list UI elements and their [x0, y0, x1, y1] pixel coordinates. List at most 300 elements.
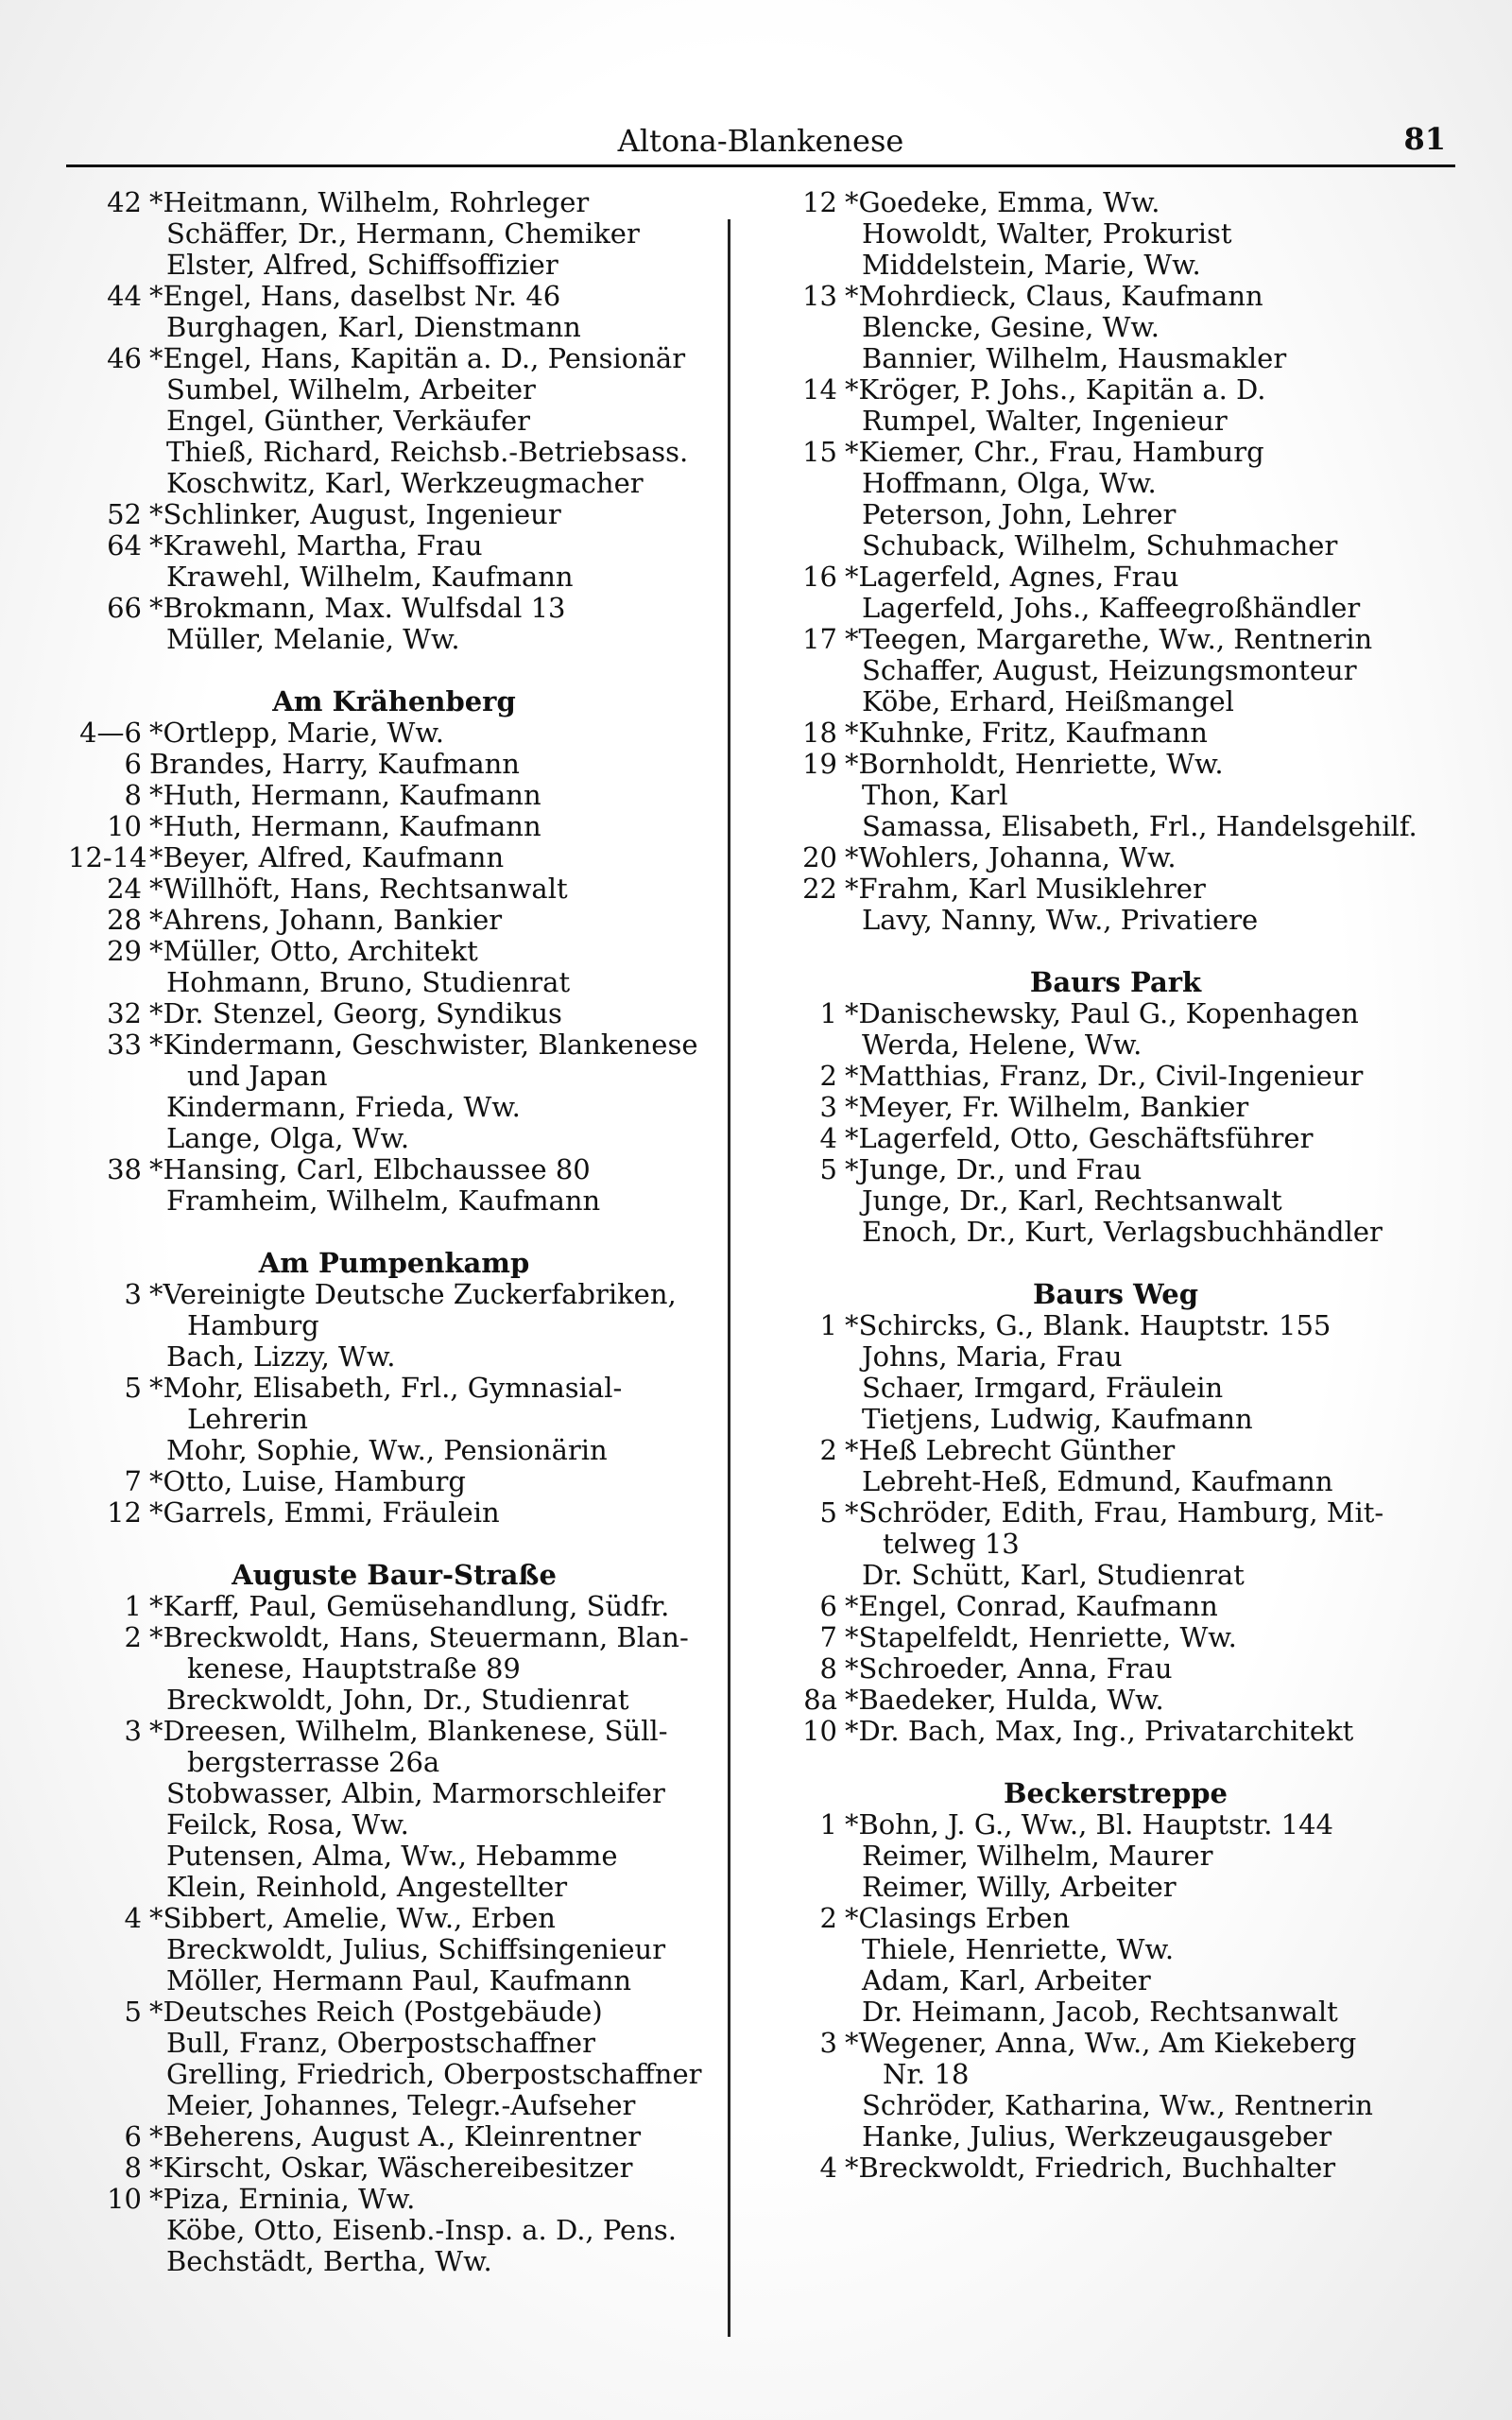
directory-entry [764, 1872, 1468, 1903]
resident-text: Lebreht-Heß, Edmund, Kaufmann [862, 1465, 1333, 1497]
directory-entry [68, 1685, 720, 1716]
resident-text: Tietjens, Ludwig, Kaufmann [862, 1403, 1253, 1435]
resident-text: *Deutsches Reich (Postgebäude) [149, 1996, 603, 2028]
resident-text: Dr. Schütt, Karl, Studienrat [862, 1559, 1245, 1591]
resident-text: *Schröder, Edith, Frau, Hamburg, Mit- [845, 1496, 1384, 1529]
directory-entry [68, 1185, 720, 1217]
house-number: 1 [124, 1590, 142, 1622]
directory-entry [764, 1809, 1468, 1841]
house-number: 1 [819, 1309, 837, 1341]
directory-entry [764, 250, 1468, 281]
directory-entry [68, 1653, 720, 1685]
street-heading: Auguste Baur-Straße [232, 1559, 557, 1591]
house-number: 22 [802, 873, 837, 905]
resident-text: Dr. Heimann, Jacob, Rechtsanwalt [862, 1996, 1338, 2028]
directory-entry [764, 1529, 1468, 1560]
directory-entry [764, 1560, 1468, 1591]
directory-entry [68, 1092, 720, 1123]
house-number: 19 [802, 748, 837, 780]
resident-text: *Kuhnke, Fritz, Kaufmann [845, 717, 1208, 749]
house-number: 3 [124, 1715, 142, 1747]
page-number: 81 [1403, 121, 1446, 157]
resident-text: *Karff, Paul, Gemüsehandlung, Südfr. [149, 1590, 670, 1622]
directory-entry [68, 1404, 720, 1435]
directory-entry [764, 780, 1468, 811]
resident-text: *Huth, Hermann, Kaufmann [149, 810, 541, 842]
directory-entry [68, 1497, 720, 1529]
directory-entry [764, 2152, 1468, 2184]
directory-entry [68, 1373, 720, 1404]
resident-text: *Dr. Stenzel, Georg, Syndikus [149, 997, 562, 1029]
resident-text: *Breckwoldt, Hans, Steuermann, Blan- [149, 1621, 689, 1653]
directory-entry [764, 1217, 1468, 1248]
resident-text: Mohr, Sophie, Ww., Pensionärin [166, 1434, 608, 1466]
directory-entry [68, 1154, 720, 1185]
directory-entry [68, 873, 720, 905]
resident-text: Enoch, Dr., Kurt, Verlagsbuchhändler [862, 1216, 1383, 1248]
resident-text: *Schroeder, Anna, Frau [845, 1652, 1173, 1685]
directory-entry [764, 562, 1468, 593]
house-number: 5 [124, 1996, 142, 2028]
resident-text: Putensen, Alma, Ww., Hebamme [166, 1840, 618, 1872]
directory-entry [764, 530, 1468, 562]
house-number: 32 [107, 997, 142, 1029]
directory-entry [68, 1747, 720, 1778]
house-number: 10 [107, 810, 142, 842]
resident-text: Breckwoldt, Julius, Schiffsingenieur [166, 1933, 666, 1965]
resident-text: *Engel, Hans, Kapitän a. D., Pensionär [149, 342, 686, 374]
house-number: 7 [819, 1621, 837, 1653]
resident-text: Peterson, John, Lehrer [862, 498, 1177, 530]
resident-text: *Bohn, J. G., Ww., Bl. Hauptstr. 144 [845, 1808, 1334, 1841]
directory-entry [68, 437, 720, 468]
directory-entry [68, 780, 720, 811]
house-number: 24 [107, 873, 142, 905]
resident-text: *Wohlers, Johanna, Ww. [845, 841, 1177, 873]
resident-text: Thiele, Henriette, Ww. [862, 1933, 1175, 1965]
directory-entry [764, 1497, 1468, 1529]
resident-text: Bechstädt, Bertha, Ww. [166, 2245, 492, 2277]
house-number: 52 [107, 498, 142, 530]
resident-text: *Dr. Bach, Max, Ing., Privatarchitekt [845, 1715, 1354, 1747]
house-number: 8 [124, 779, 142, 811]
house-number: 2 [819, 1902, 837, 1934]
directory-entry [764, 749, 1468, 780]
street-heading: Beckerstreppe [1004, 1777, 1228, 1809]
directory-entry [68, 2152, 720, 2184]
resident-text: *Kindermann, Geschwister, Blankenese [149, 1028, 698, 1061]
directory-entry [68, 406, 720, 437]
resident-text: *Matthias, Franz, Dr., Civil-Ingenieur [845, 1060, 1364, 1092]
resident-text: *Frahm, Karl Musiklehrer [845, 873, 1206, 905]
directory-entry [764, 281, 1468, 312]
resident-text: Breckwoldt, John, Dr., Studienrat [166, 1684, 629, 1716]
house-number: 12 [802, 186, 837, 218]
directory-entry [68, 2246, 720, 2277]
directory-entry [764, 655, 1468, 686]
resident-text: *Piza, Erninia, Ww. [149, 2183, 416, 2215]
directory-entry [764, 218, 1468, 250]
resident-text: Köbe, Erhard, Heißmangel [862, 685, 1234, 717]
directory-entry [764, 1341, 1468, 1373]
house-number: 7 [124, 1465, 142, 1497]
resident-text: *Sibbert, Amelie, Ww., Erben [149, 1902, 556, 1934]
directory-entry [68, 1872, 720, 1903]
resident-text: Bull, Franz, Oberpostschaffner [166, 2027, 595, 2059]
house-number: 4 [124, 1902, 142, 1934]
directory-entry [764, 1466, 1468, 1497]
directory-entry [764, 1435, 1468, 1466]
resident-text: Köbe, Otto, Eisenb.-Insp. a. D., Pens. [166, 2214, 677, 2246]
directory-entry [68, 562, 720, 593]
resident-text: *Danischewsky, Paul G., Kopenhagen [845, 997, 1359, 1029]
resident-text: Middelstein, Marie, Ww. [862, 249, 1201, 281]
directory-entry [68, 1903, 720, 1934]
resident-text: Klein, Reinhold, Angestellter [166, 1871, 568, 1903]
directory-entry [68, 749, 720, 780]
resident-text: *Mohr, Elisabeth, Frl., Gymnasial- [149, 1372, 623, 1404]
resident-text: *Ortlepp, Marie, Ww. [149, 717, 444, 749]
directory-entry [68, 312, 720, 343]
directory-entry [68, 936, 720, 967]
directory-entry [68, 1341, 720, 1373]
resident-text: *Beyer, Alfred, Kaufmann [149, 841, 505, 873]
house-number: 4 [819, 2152, 837, 2184]
house-number: 2 [819, 1060, 837, 1092]
resident-text: *Stapelfeldt, Henriette, Ww. [845, 1621, 1237, 1653]
directory-entry [764, 1841, 1468, 1872]
resident-text: Schröder, Katharina, Ww., Rentnerin [862, 2089, 1373, 2121]
resident-text: Sumbel, Wilhelm, Arbeiter [166, 373, 536, 406]
directory-entry [68, 281, 720, 312]
resident-text: *Mohrdieck, Claus, Kaufmann [845, 280, 1263, 312]
resident-text: *Dreesen, Wilhelm, Blankenese, Süll- [149, 1715, 668, 1747]
resident-text: Elster, Alfred, Schiffsoffizier [166, 249, 558, 281]
directory-entry [68, 1965, 720, 1996]
directory-entry [764, 1653, 1468, 1685]
resident-text: Meier, Johannes, Telegr.-Aufseher [166, 2089, 636, 2121]
directory-entry [764, 686, 1468, 717]
directory-entry [764, 437, 1468, 468]
directory-entry [764, 1061, 1468, 1092]
resident-text: *Willhöft, Hans, Rechtsanwalt [149, 873, 568, 905]
column-divider [728, 219, 730, 2337]
resident-text: *Beherens, August A., Kleinrentner [149, 2120, 642, 2152]
house-number: 10 [107, 2183, 142, 2215]
resident-text: Hohmann, Bruno, Studienrat [166, 966, 571, 998]
directory-entry [68, 2028, 720, 2059]
house-number: 29 [107, 935, 142, 967]
directory-entry [68, 468, 720, 499]
house-number: 12 [107, 1496, 142, 1529]
section-gap [68, 1217, 720, 1248]
directory-entry [68, 530, 720, 562]
directory-entry [764, 1092, 1468, 1123]
directory-entry [764, 1591, 1468, 1622]
directory-entry [764, 717, 1468, 749]
directory-entry [764, 1996, 1468, 2028]
resident-text: *Clasings Erben [845, 1902, 1071, 1934]
directory-entry [764, 1965, 1468, 1996]
resident-text: *Heß Lebrecht Günther [845, 1434, 1176, 1466]
resident-text: *Brokmann, Max. Wulfsdal 13 [149, 592, 566, 624]
house-number: 6 [819, 1590, 837, 1622]
directory-entry [68, 967, 720, 998]
house-number: 46 [107, 342, 142, 374]
resident-text: telweg 13 [883, 1528, 1020, 1560]
directory-entry [764, 1404, 1468, 1435]
resident-text: *Hansing, Carl, Elbchaussee 80 [149, 1153, 591, 1185]
directory-entry [764, 1310, 1468, 1341]
house-number: 6 [124, 748, 142, 780]
resident-text: *Kirscht, Oskar, Wäschereibesitzer [149, 2152, 633, 2184]
directory-entry [68, 1466, 720, 1497]
left-column [68, 187, 720, 2277]
house-number: 44 [107, 280, 142, 312]
directory-entry [764, 2059, 1468, 2090]
section-gap [764, 1747, 1468, 1778]
resident-text: *Schircks, G., Blank. Hauptstr. 155 [845, 1309, 1332, 1341]
resident-text: Möller, Hermann Paul, Kaufmann [166, 1964, 632, 1996]
resident-text: Burghagen, Karl, Dienstmann [166, 311, 581, 343]
resident-text: *Wegener, Anna, Ww., Am Kiekeberg [845, 2027, 1357, 2059]
directory-entry [764, 406, 1468, 437]
directory-entry [764, 1903, 1468, 1934]
house-number: 3 [819, 2027, 837, 2059]
resident-text: Hoffmann, Olga, Ww. [862, 467, 1157, 499]
resident-text: Rumpel, Walter, Ingenieur [862, 405, 1228, 437]
directory-entry [764, 842, 1468, 873]
resident-text: Reimer, Wilhelm, Maurer [862, 1840, 1213, 1872]
house-number: 8a [803, 1684, 837, 1716]
directory-entry [68, 1996, 720, 2028]
directory-entry [68, 250, 720, 281]
resident-text: Samassa, Elisabeth, Frl., Handelsgehilf. [862, 810, 1418, 842]
directory-entry [764, 624, 1468, 655]
resident-text: Bannier, Wilhelm, Hausmakler [862, 342, 1287, 374]
directory-entry [68, 2215, 720, 2246]
resident-text: *Junge, Dr., und Frau [845, 1153, 1143, 1185]
directory-entry [764, 1716, 1468, 1747]
resident-text: Bach, Lizzy, Ww. [166, 1340, 396, 1373]
resident-text: *Bornholdt, Henriette, Ww. [845, 748, 1224, 780]
resident-text: Hamburg [187, 1309, 319, 1341]
directory-entry [764, 593, 1468, 624]
page-title: Altona-Blankenese [617, 123, 904, 159]
directory-entry [68, 811, 720, 842]
directory-entry [764, 873, 1468, 905]
directory-entry [68, 218, 720, 250]
house-number: 20 [802, 841, 837, 873]
house-number: 33 [107, 1028, 142, 1061]
resident-text: *Kiemer, Chr., Frau, Hamburg [845, 436, 1264, 468]
street-heading: Am Krähenberg [272, 685, 516, 717]
house-number: 10 [802, 1715, 837, 1747]
resident-text: *Kröger, P. Johs., Kapitän a. D. [845, 373, 1266, 406]
resident-text: Lavy, Nanny, Ww., Privatiere [862, 904, 1259, 936]
directory-entry [764, 499, 1468, 530]
directory-entry [68, 1591, 720, 1622]
directory-entry [764, 187, 1468, 218]
resident-text: Grelling, Friedrich, Oberpostschaffner [166, 2058, 702, 2090]
directory-entry [764, 312, 1468, 343]
house-number: 4—6 [79, 717, 142, 749]
directory-entry [68, 1029, 720, 1061]
house-number: 14 [802, 373, 837, 406]
house-number: 5 [124, 1372, 142, 1404]
resident-text: *Krawehl, Martha, Frau [149, 529, 483, 562]
directory-entry [68, 1310, 720, 1341]
directory-entry [764, 2090, 1468, 2121]
directory-entry [68, 1841, 720, 1872]
house-number: 4 [819, 1122, 837, 1154]
resident-text: Koschwitz, Karl, Werkzeugmacher [166, 467, 644, 499]
resident-text: Nr. 18 [883, 2058, 970, 2090]
house-number: 2 [124, 1621, 142, 1653]
resident-text: *Huth, Hermann, Kaufmann [149, 779, 541, 811]
right-column [764, 187, 1468, 2184]
resident-text: bergsterrasse 26a [187, 1746, 440, 1778]
resident-text: Hanke, Julius, Werkzeugausgeber [862, 2120, 1332, 2152]
directory-entry [764, 1373, 1468, 1404]
resident-text: Reimer, Willy, Arbeiter [862, 1871, 1177, 1903]
directory-entry [68, 1934, 720, 1965]
directory-entry [764, 1154, 1468, 1185]
directory-entry [68, 1622, 720, 1653]
directory-entry [68, 1061, 720, 1092]
house-number: 3 [124, 1278, 142, 1310]
resident-text: *Otto, Luise, Hamburg [149, 1465, 466, 1497]
resident-text: Brandes, Harry, Kaufmann [149, 748, 520, 780]
directory-entry [764, 1685, 1468, 1716]
resident-text: Werda, Helene, Ww. [862, 1028, 1143, 1061]
directory-entry [764, 2121, 1468, 2152]
directory-entry [68, 374, 720, 406]
resident-text: Junge, Dr., Karl, Rechtsanwalt [862, 1184, 1282, 1217]
house-number: 17 [802, 623, 837, 655]
resident-text: *Müller, Otto, Architekt [149, 935, 478, 967]
house-number: 15 [802, 436, 837, 468]
directory-entry [68, 1778, 720, 1809]
resident-text: *Meyer, Fr. Wilhelm, Bankier [845, 1091, 1249, 1123]
resident-text: und Japan [187, 1060, 328, 1092]
resident-text: *Engel, Hans, daselbst Nr. 46 [149, 280, 561, 312]
directory-entry [68, 2090, 720, 2121]
resident-text: Adam, Karl, Arbeiter [862, 1964, 1151, 1996]
resident-text: Howoldt, Walter, Prokurist [862, 217, 1232, 250]
house-number: 16 [802, 561, 837, 593]
directory-entry [764, 343, 1468, 374]
directory-entry [764, 811, 1468, 842]
directory-entry [68, 187, 720, 218]
directory-entry [68, 1809, 720, 1841]
house-number: 28 [107, 904, 142, 936]
house-number: 13 [802, 280, 837, 312]
directory-entry [68, 593, 720, 624]
resident-text: *Garrels, Emmi, Fräulein [149, 1496, 500, 1529]
resident-text: *Goedeke, Emma, Ww. [845, 186, 1160, 218]
directory-entry [764, 1185, 1468, 1217]
page-header [66, 119, 1455, 167]
resident-text: Lange, Olga, Ww. [166, 1122, 410, 1154]
house-number: 3 [819, 1091, 837, 1123]
directory-entry [68, 1279, 720, 1310]
directory-entry [764, 374, 1468, 406]
house-number: 8 [819, 1652, 837, 1685]
resident-text: Lehrerin [187, 1403, 308, 1435]
directory-entry [68, 343, 720, 374]
directory-entry [68, 1435, 720, 1466]
directory-entry [68, 1716, 720, 1747]
house-number: 42 [107, 186, 142, 218]
house-number: 5 [819, 1496, 837, 1529]
directory-entry [68, 499, 720, 530]
resident-text: Thon, Karl [862, 779, 1008, 811]
resident-text: *Vereinigte Deutsche Zuckerfabriken, [149, 1278, 677, 1310]
resident-text: Kindermann, Frieda, Ww. [166, 1091, 521, 1123]
resident-text: *Baedeker, Hulda, Ww. [845, 1684, 1164, 1716]
section-gap [764, 1248, 1468, 1279]
resident-text: *Lagerfeld, Agnes, Frau [845, 561, 1179, 593]
house-number: 18 [802, 717, 837, 749]
house-number: 2 [819, 1434, 837, 1466]
directory-entry [68, 905, 720, 936]
resident-text: Stobwasser, Albin, Marmorschleifer [166, 1777, 665, 1809]
resident-text: Engel, Günther, Verkäufer [166, 405, 531, 437]
directory-entry [68, 2184, 720, 2215]
directory-entry [68, 624, 720, 655]
resident-text: *Teegen, Margarethe, Ww., Rentnerin [845, 623, 1373, 655]
house-number: 66 [107, 592, 142, 624]
house-number: 1 [819, 1808, 837, 1841]
directory-entry [764, 2028, 1468, 2059]
resident-text: Feilck, Rosa, Ww. [166, 1808, 409, 1841]
resident-text: *Engel, Conrad, Kaufmann [845, 1590, 1218, 1622]
house-number: 64 [107, 529, 142, 562]
resident-text: Schuback, Wilhelm, Schuhmacher [862, 529, 1338, 562]
street-heading: Baurs Weg [1032, 1278, 1199, 1310]
resident-text: Blencke, Gesine, Ww. [862, 311, 1160, 343]
directory-entry [68, 717, 720, 749]
resident-text: Schäffer, Dr., Hermann, Chemiker [166, 217, 640, 250]
resident-text: Schaffer, August, Heizungsmonteur [862, 654, 1357, 686]
section-gap [68, 655, 720, 686]
house-number: 8 [124, 2152, 142, 2184]
resident-text: *Lagerfeld, Otto, Geschäftsführer [845, 1122, 1314, 1154]
resident-text: Schaer, Irmgard, Fräulein [862, 1372, 1224, 1404]
directory-entry [764, 998, 1468, 1029]
directory-entry [764, 1123, 1468, 1154]
resident-text: *Ahrens, Johann, Bankier [149, 904, 503, 936]
resident-text: kenese, Hauptstraße 89 [187, 1652, 521, 1685]
house-number: 38 [107, 1153, 142, 1185]
house-number: 6 [124, 2120, 142, 2152]
directory-entry [764, 1622, 1468, 1653]
directory-entry [68, 2121, 720, 2152]
resident-text: *Heitmann, Wilhelm, Rohrleger [149, 186, 590, 218]
resident-text: Krawehl, Wilhelm, Kaufmann [166, 561, 574, 593]
directory-entry [68, 842, 720, 873]
resident-text: *Schlinker, August, Ingenieur [149, 498, 561, 530]
resident-text: Müller, Melanie, Ww. [166, 623, 460, 655]
resident-text: Lagerfeld, Johs., Kaffeegroßhändler [862, 592, 1361, 624]
house-number: 5 [819, 1153, 837, 1185]
resident-text: Thieß, Richard, Reichsb.-Betriebsass. [166, 436, 689, 468]
section-gap [68, 1529, 720, 1560]
directory-entry [764, 905, 1468, 936]
directory-entry [764, 468, 1468, 499]
directory-entry [764, 1934, 1468, 1965]
